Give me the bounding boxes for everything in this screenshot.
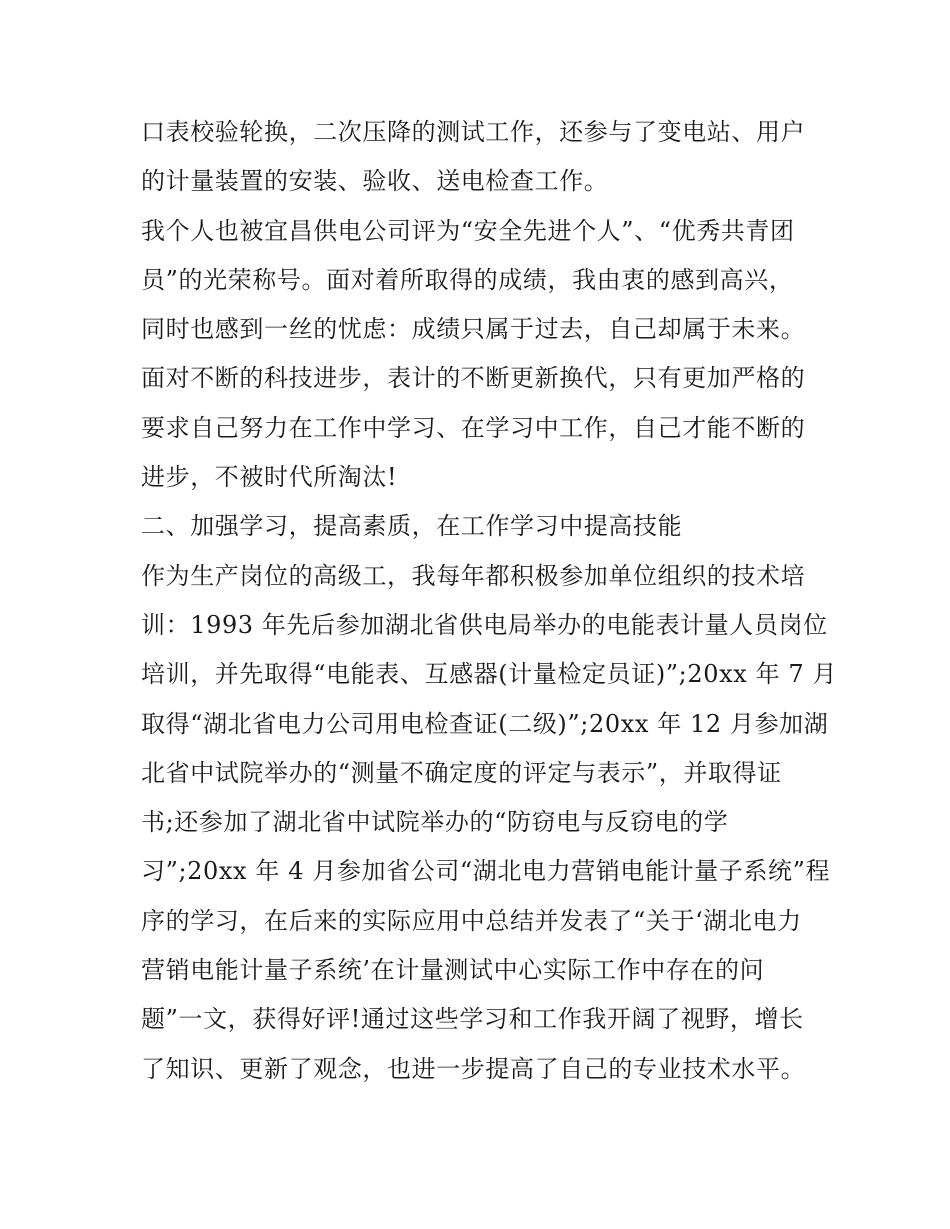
text-line: 习”;20xx 年 4 月参加省公司“湖北电力营销电能计量子系统”程 [141, 857, 831, 886]
text-line: 要求自己努力在工作中学习、在学习中工作，自己才能不断的 [141, 413, 806, 442]
text-line: 北省中试院举办的“测量不确定度的评定与表示”，并取得证 [141, 758, 782, 787]
text-line: 同时也感到一丝的忧虑：成绩只属于过去，自己却属于未来。 [141, 315, 806, 344]
text-line: 面对不断的科技进步，表计的不断更新换代，只有更加严格的 [141, 364, 806, 393]
text-line: 训：1993 年先后参加湖北省供电局举办的电能表计量人员岗位 [141, 610, 828, 639]
text-line: 的计量装置的安装、验收、送电检查工作。 [141, 167, 609, 196]
text-line: 了知识、更新了观念，也进一步提高了自己的专业技术水平。 [141, 1054, 806, 1083]
text-line: 作为生产岗位的高级工，我每年都积极参加单位组织的技术培 [141, 561, 806, 590]
text-line: 题”一文，获得好评!通过这些学习和工作我开阔了视野，增长 [141, 1005, 804, 1034]
text-line: 书;还参加了湖北省中试院举办的“防窃电与反窃电的学 [141, 808, 729, 837]
text-line: 员”的光荣称号。面对着所取得的成绩，我由衷的感到高兴， [141, 265, 794, 294]
text-line: 我个人也被宜昌供电公司评为“安全先进个人”、“优秀共青团 [141, 216, 795, 245]
text-line: 取得“湖北省电力公司用电检查证(二级)”;20xx 年 12 月参加湖 [141, 709, 829, 738]
text-line: 序的学习，在后来的实际应用中总结并发表了“关于‘湖北电力 [141, 906, 802, 935]
text-line: 进步，不被时代所淘汰! [141, 463, 398, 492]
text-line: 口表校验轮换，二次压降的测试工作，还参与了变电站、用户 [141, 118, 806, 146]
body-text [141, 108, 838, 1094]
section-heading: 二、加强学习，提高素质，在工作学习中提高技能 [141, 512, 683, 541]
text-line: 培训，并先取得“电能表、互感器(计量检定员证)”;20xx 年 7 月 [141, 660, 838, 689]
text-line: 营销电能计量子系统’在计量测试中心实际工作中存在的问 [141, 956, 765, 985]
